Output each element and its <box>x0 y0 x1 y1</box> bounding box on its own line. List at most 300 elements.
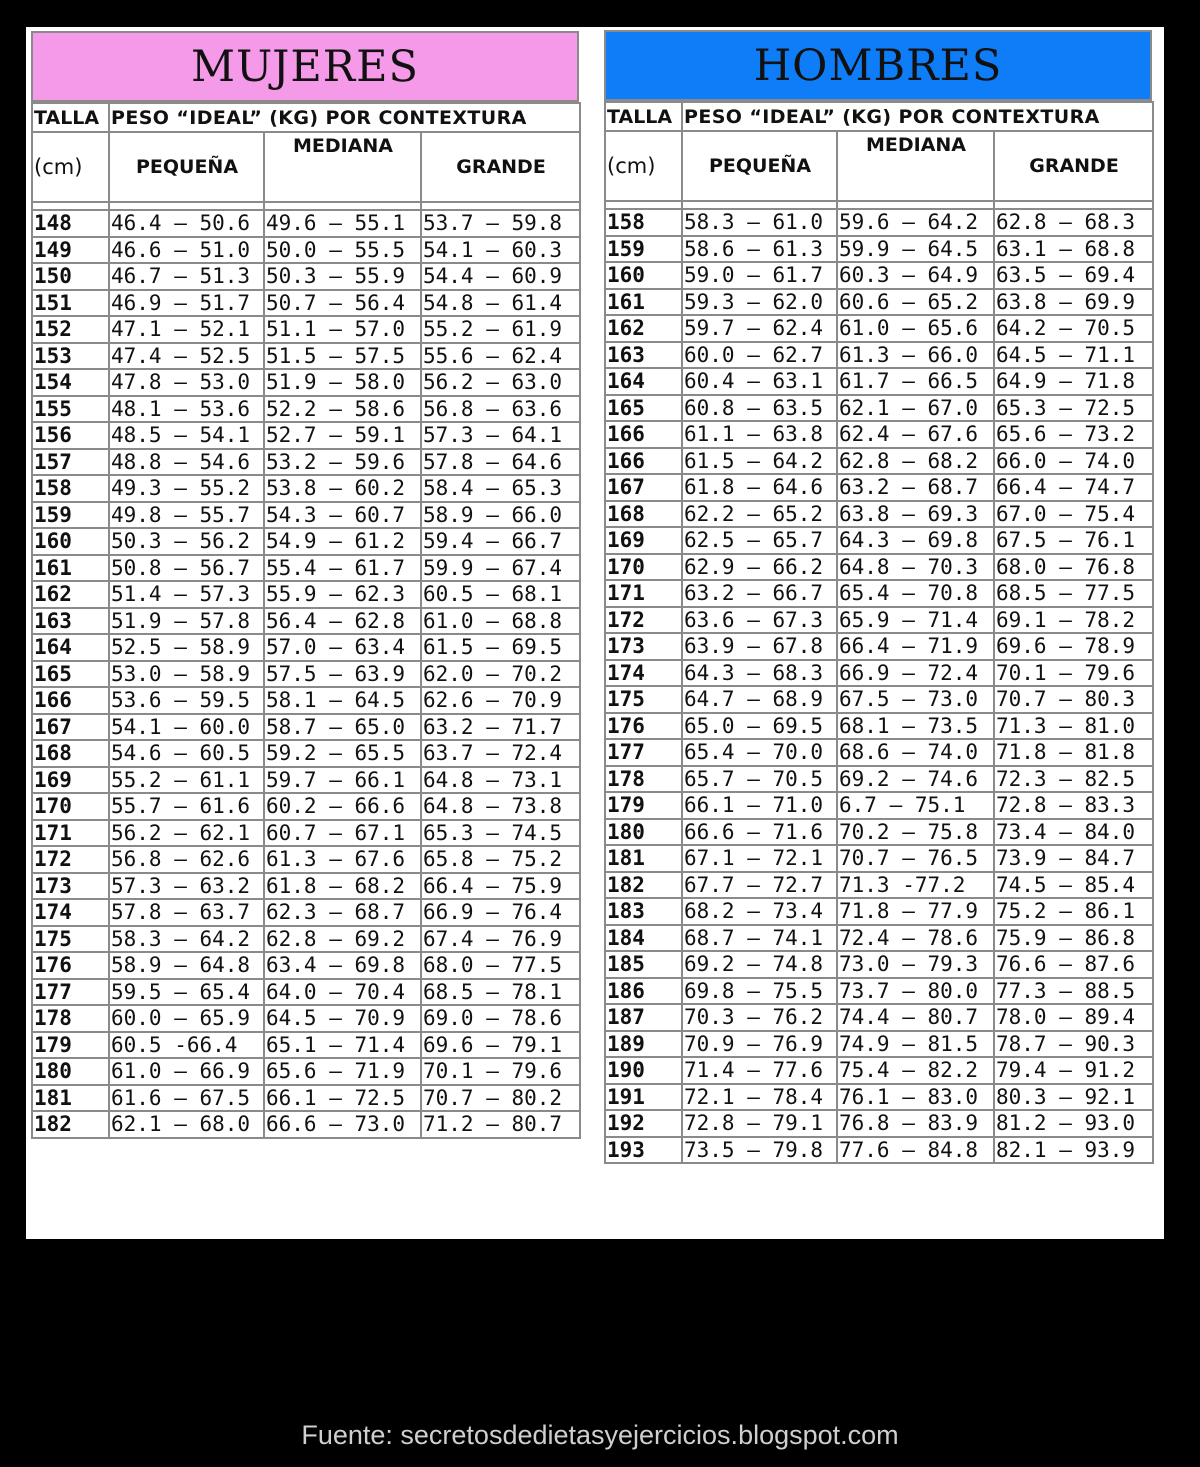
mujeres-row <box>32 581 580 608</box>
hombres-cell-talla: 175 <box>605 686 682 713</box>
hombres-cell-large: 81.2 – 93.0 <box>994 1110 1153 1137</box>
hombres-row <box>605 342 1153 369</box>
mujeres-cell-large: 54.1 – 60.3 <box>421 237 580 264</box>
mujeres-title: MUJERES <box>31 31 579 102</box>
hombres-row <box>605 845 1153 872</box>
hombres-cell-medium: 75.4 – 82.2 <box>837 1057 994 1084</box>
hombres-cell-small: 59.3 – 62.0 <box>682 289 837 316</box>
mujeres-cell-large: 67.4 – 76.9 <box>421 926 580 953</box>
hombres-cell-large: 71.8 – 81.8 <box>994 739 1153 766</box>
mujeres-cell-medium: 55.4 – 61.7 <box>264 555 421 582</box>
mujeres-chart <box>31 31 579 1139</box>
mujeres-cell-small: 52.5 – 58.9 <box>109 634 264 661</box>
mujeres-cell-medium: 54.9 – 61.2 <box>264 528 421 555</box>
hombres-row <box>605 633 1153 660</box>
mujeres-row <box>32 979 580 1006</box>
hombres-cell-large: 63.5 – 69.4 <box>994 262 1153 289</box>
mujeres-row <box>32 449 580 476</box>
hombres-cell-large: 67.0 – 75.4 <box>994 501 1153 528</box>
mujeres-cell-medium: 56.4 – 62.8 <box>264 608 421 635</box>
hombres-cell-large: 73.9 – 84.7 <box>994 845 1153 872</box>
mujeres-cell-small: 62.1 – 68.0 <box>109 1111 264 1138</box>
hombres-cell-talla: 170 <box>605 554 682 581</box>
mujeres-cell-large: 55.6 – 62.4 <box>421 343 580 370</box>
mujeres-cell-large: 65.8 – 75.2 <box>421 846 580 873</box>
hombres-cell-medium: 63.2 – 68.7 <box>837 474 994 501</box>
hombres-cell-small: 61.8 – 64.6 <box>682 474 837 501</box>
mujeres-cell-small: 61.6 – 67.5 <box>109 1085 264 1112</box>
mujeres-cell-medium: 53.8 – 60.2 <box>264 475 421 502</box>
hombres-cell-medium: 69.2 – 74.6 <box>837 766 994 793</box>
hombres-cell-large: 64.9 – 71.8 <box>994 368 1153 395</box>
mujeres-cell-medium: 59.2 – 65.5 <box>264 740 421 767</box>
hombres-cell-medium: 74.9 – 81.5 <box>837 1031 994 1058</box>
hombres-cell-medium: 62.8 – 68.2 <box>837 448 994 475</box>
hombres-row <box>605 289 1153 316</box>
mujeres-cell-medium: 53.2 – 59.6 <box>264 449 421 476</box>
mujeres-cell-talla: 158 <box>32 475 109 502</box>
hombres-row <box>605 951 1153 978</box>
hombres-cell-small: 60.4 – 63.1 <box>682 368 837 395</box>
mujeres-cell-talla: 175 <box>32 926 109 953</box>
mujeres-cell-large: 62.6 – 70.9 <box>421 687 580 714</box>
hombres-cell-medium: 76.8 – 83.9 <box>837 1110 994 1137</box>
hombres-row <box>605 395 1153 422</box>
mujeres-col-cm: (cm) <box>32 132 109 202</box>
hombres-cell-large: 62.8 – 68.3 <box>994 209 1153 236</box>
mujeres-row <box>32 396 580 423</box>
mujeres-row <box>32 237 580 264</box>
hombres-cell-medium: 70.2 – 75.8 <box>837 819 994 846</box>
hombres-cell-talla: 164 <box>605 368 682 395</box>
hombres-cell-small: 58.3 – 61.0 <box>682 209 837 236</box>
hombres-cell-medium: 61.3 – 66.0 <box>837 342 994 369</box>
mujeres-cell-talla: 177 <box>32 979 109 1006</box>
mujeres-col-medium: MEDIANA <box>264 132 421 202</box>
mujeres-cell-medium: 51.1 – 57.0 <box>264 316 421 343</box>
hombres-cell-small: 68.2 – 73.4 <box>682 898 837 925</box>
hombres-cell-talla: 185 <box>605 951 682 978</box>
mujeres-cell-small: 47.8 – 53.0 <box>109 369 264 396</box>
hombres-cell-large: 66.4 – 74.7 <box>994 474 1153 501</box>
mujeres-cell-talla: 160 <box>32 528 109 555</box>
hombres-cell-small: 64.7 – 68.9 <box>682 686 837 713</box>
hombres-cell-talla: 182 <box>605 872 682 899</box>
hombres-cell-small: 62.2 – 65.2 <box>682 501 837 528</box>
hombres-cell-medium: 62.1 – 67.0 <box>837 395 994 422</box>
mujeres-cell-small: 46.9 – 51.7 <box>109 290 264 317</box>
mujeres-cell-medium: 66.1 – 72.5 <box>264 1085 421 1112</box>
hombres-cell-large: 69.1 – 78.2 <box>994 607 1153 634</box>
hombres-cell-talla: 190 <box>605 1057 682 1084</box>
mujeres-cell-talla: 170 <box>32 793 109 820</box>
mujeres-cell-large: 66.4 – 75.9 <box>421 873 580 900</box>
hombres-cell-small: 69.2 – 74.8 <box>682 951 837 978</box>
hombres-row <box>605 660 1153 687</box>
mujeres-cell-talla: 180 <box>32 1058 109 1085</box>
hombres-cell-large: 73.4 – 84.0 <box>994 819 1153 846</box>
mujeres-row <box>32 793 580 820</box>
mujeres-cell-small: 55.2 – 61.1 <box>109 767 264 794</box>
mujeres-cell-small: 54.6 – 60.5 <box>109 740 264 767</box>
hombres-col-cm: (cm) <box>605 131 682 201</box>
mujeres-table <box>31 102 581 1139</box>
hombres-title: HOMBRES <box>604 30 1152 101</box>
hombres-cell-talla: 174 <box>605 660 682 687</box>
hombres-row <box>605 262 1153 289</box>
mujeres-cell-large: 59.9 – 67.4 <box>421 555 580 582</box>
mujeres-row <box>32 820 580 847</box>
mujeres-cell-medium: 61.3 – 67.6 <box>264 846 421 873</box>
mujeres-cell-medium: 59.7 – 66.1 <box>264 767 421 794</box>
hombres-cell-medium: 60.6 – 65.2 <box>837 289 994 316</box>
hombres-cell-small: 70.3 – 76.2 <box>682 1004 837 1031</box>
mujeres-cell-talla: 171 <box>32 820 109 847</box>
mujeres-cell-large: 54.4 – 60.9 <box>421 263 580 290</box>
hombres-rows <box>605 201 1153 1163</box>
mujeres-cell-small: 48.1 – 53.6 <box>109 396 264 423</box>
hombres-cell-large: 70.7 – 80.3 <box>994 686 1153 713</box>
hombres-row <box>605 474 1153 501</box>
mujeres-row <box>32 263 580 290</box>
mujeres-cell-small: 53.0 – 58.9 <box>109 661 264 688</box>
hombres-row <box>605 554 1153 581</box>
hombres-cell-large: 74.5 – 85.4 <box>994 872 1153 899</box>
hombres-cell-small: 59.0 – 61.7 <box>682 262 837 289</box>
mujeres-col-peso: PESO “IDEAL” (KG) POR CONTEXTURA <box>109 103 580 132</box>
mujeres-cell-small: 59.5 – 65.4 <box>109 979 264 1006</box>
mujeres-cell-small: 53.6 – 59.5 <box>109 687 264 714</box>
mujeres-cell-talla: 166 <box>32 687 109 714</box>
hombres-cell-medium: 62.4 – 67.6 <box>837 421 994 448</box>
hombres-cell-large: 77.3 – 88.5 <box>994 978 1153 1005</box>
mujeres-cell-small: 46.7 – 51.3 <box>109 263 264 290</box>
mujeres-row <box>32 422 580 449</box>
mujeres-cell-talla: 167 <box>32 714 109 741</box>
mujeres-cell-large: 63.2 – 71.7 <box>421 714 580 741</box>
hombres-cell-small: 72.8 – 79.1 <box>682 1110 837 1137</box>
hombres-cell-large: 78.7 – 90.3 <box>994 1031 1153 1058</box>
mujeres-cell-small: 58.3 – 64.2 <box>109 926 264 953</box>
hombres-cell-medium: 71.3 -77.2 <box>837 872 994 899</box>
mujeres-row <box>32 316 580 343</box>
hombres-row <box>605 236 1153 263</box>
mujeres-cell-medium: 51.9 – 58.0 <box>264 369 421 396</box>
mujeres-row <box>32 502 580 529</box>
mujeres-row <box>32 1111 580 1138</box>
mujeres-cell-talla: 157 <box>32 449 109 476</box>
hombres-cell-talla: 177 <box>605 739 682 766</box>
mujeres-cell-medium: 65.6 – 71.9 <box>264 1058 421 1085</box>
hombres-cell-talla: 186 <box>605 978 682 1005</box>
hombres-cell-large: 67.5 – 76.1 <box>994 527 1153 554</box>
mujeres-cell-medium: 52.2 – 58.6 <box>264 396 421 423</box>
mujeres-row <box>32 634 580 661</box>
mujeres-cell-medium: 57.0 – 63.4 <box>264 634 421 661</box>
mujeres-cell-talla: 165 <box>32 661 109 688</box>
hombres-cell-small: 65.4 – 70.0 <box>682 739 837 766</box>
hombres-cell-large: 66.0 – 74.0 <box>994 448 1153 475</box>
hombres-row <box>605 421 1153 448</box>
mujeres-cell-medium: 62.3 – 68.7 <box>264 899 421 926</box>
hombres-cell-talla: 171 <box>605 580 682 607</box>
hombres-cell-talla: 178 <box>605 766 682 793</box>
hombres-cell-small: 63.9 – 67.8 <box>682 633 837 660</box>
hombres-row <box>605 1004 1153 1031</box>
hombres-cell-large: 72.3 – 82.5 <box>994 766 1153 793</box>
hombres-cell-medium: 61.0 – 65.6 <box>837 315 994 342</box>
mujeres-cell-small: 60.5 -66.4 <box>109 1032 264 1059</box>
mujeres-cell-large: 68.0 – 77.5 <box>421 952 580 979</box>
mujeres-cell-large: 53.7 – 59.8 <box>421 210 580 237</box>
mujeres-cell-medium: 63.4 – 69.8 <box>264 952 421 979</box>
mujeres-cell-talla: 152 <box>32 316 109 343</box>
hombres-cell-large: 65.3 – 72.5 <box>994 395 1153 422</box>
hombres-cell-talla: 193 <box>605 1137 682 1164</box>
hombres-row <box>605 580 1153 607</box>
mujeres-row <box>32 608 580 635</box>
mujeres-cell-small: 48.8 – 54.6 <box>109 449 264 476</box>
hombres-cell-large: 75.2 – 86.1 <box>994 898 1153 925</box>
mujeres-cell-small: 51.4 – 57.3 <box>109 581 264 608</box>
hombres-cell-talla: 160 <box>605 262 682 289</box>
hombres-cell-talla: 161 <box>605 289 682 316</box>
mujeres-cell-small: 50.8 – 56.7 <box>109 555 264 582</box>
mujeres-cell-large: 70.1 – 79.6 <box>421 1058 580 1085</box>
mujeres-row <box>32 369 580 396</box>
mujeres-cell-talla: 161 <box>32 555 109 582</box>
mujeres-row <box>32 1085 580 1112</box>
hombres-row <box>605 1110 1153 1137</box>
hombres-cell-medium: 65.9 – 71.4 <box>837 607 994 634</box>
hombres-cell-medium: 68.1 – 73.5 <box>837 713 994 740</box>
hombres-cell-small: 65.0 – 69.5 <box>682 713 837 740</box>
hombres-cell-medium: 71.8 – 77.9 <box>837 898 994 925</box>
hombres-row <box>605 448 1153 475</box>
mujeres-cell-medium: 66.6 – 73.0 <box>264 1111 421 1138</box>
mujeres-cell-talla: 172 <box>32 846 109 873</box>
hombres-cell-large: 69.6 – 78.9 <box>994 633 1153 660</box>
hombres-row <box>605 368 1153 395</box>
mujeres-row <box>32 475 580 502</box>
mujeres-cell-talla: 174 <box>32 899 109 926</box>
mujeres-cell-large: 69.0 – 78.6 <box>421 1005 580 1032</box>
mujeres-cell-medium: 60.7 – 67.1 <box>264 820 421 847</box>
hombres-cell-medium: 68.6 – 74.0 <box>837 739 994 766</box>
mujeres-cell-small: 49.8 – 55.7 <box>109 502 264 529</box>
mujeres-cell-large: 61.5 – 69.5 <box>421 634 580 661</box>
mujeres-cell-small: 57.8 – 63.7 <box>109 899 264 926</box>
mujeres-cell-large: 57.8 – 64.6 <box>421 449 580 476</box>
mujeres-cell-small: 54.1 – 60.0 <box>109 714 264 741</box>
hombres-row <box>605 501 1153 528</box>
mujeres-cell-large: 60.5 – 68.1 <box>421 581 580 608</box>
mujeres-cell-talla: 154 <box>32 369 109 396</box>
hombres-cell-small: 63.2 – 66.7 <box>682 580 837 607</box>
hombres-cell-medium: 74.4 – 80.7 <box>837 1004 994 1031</box>
hombres-cell-talla: 169 <box>605 527 682 554</box>
mujeres-col-large: GRANDE <box>421 132 580 202</box>
hombres-cell-large: 79.4 – 91.2 <box>994 1057 1153 1084</box>
hombres-cell-talla: 179 <box>605 792 682 819</box>
hombres-cell-talla: 192 <box>605 1110 682 1137</box>
hombres-cell-talla: 187 <box>605 1004 682 1031</box>
mujeres-cell-talla: 148 <box>32 210 109 237</box>
hombres-cell-medium: 64.8 – 70.3 <box>837 554 994 581</box>
hombres-row <box>605 766 1153 793</box>
mujeres-cell-small: 50.3 – 56.2 <box>109 528 264 555</box>
mujeres-cell-talla: 155 <box>32 396 109 423</box>
hombres-cell-small: 72.1 – 78.4 <box>682 1084 837 1111</box>
mujeres-cell-small: 58.9 – 64.8 <box>109 952 264 979</box>
mujeres-cell-large: 58.4 – 65.3 <box>421 475 580 502</box>
mujeres-row <box>32 846 580 873</box>
mujeres-cell-talla: 168 <box>32 740 109 767</box>
hombres-cell-talla: 189 <box>605 1031 682 1058</box>
hombres-cell-small: 61.1 – 63.8 <box>682 421 837 448</box>
mujeres-cell-large: 57.3 – 64.1 <box>421 422 580 449</box>
hombres-col-large: GRANDE <box>994 131 1153 201</box>
hombres-cell-small: 67.1 – 72.1 <box>682 845 837 872</box>
hombres-cell-medium: 66.9 – 72.4 <box>837 660 994 687</box>
hombres-row <box>605 607 1153 634</box>
hombres-cell-large: 75.9 – 86.8 <box>994 925 1153 952</box>
hombres-cell-medium: 63.8 – 69.3 <box>837 501 994 528</box>
hombres-cell-small: 61.5 – 64.2 <box>682 448 837 475</box>
hombres-cell-medium: 77.6 – 84.8 <box>837 1137 994 1164</box>
hombres-row <box>605 819 1153 846</box>
hombres-cell-large: 68.0 – 76.8 <box>994 554 1153 581</box>
mujeres-row <box>32 210 580 237</box>
hombres-cell-medium: 59.6 – 64.2 <box>837 209 994 236</box>
hombres-row <box>605 925 1153 952</box>
mujeres-row <box>32 926 580 953</box>
hombres-cell-talla: 162 <box>605 315 682 342</box>
hombres-cell-talla: 166 <box>605 448 682 475</box>
hombres-row <box>605 792 1153 819</box>
hombres-cell-talla: 181 <box>605 845 682 872</box>
mujeres-cell-large: 59.4 – 66.7 <box>421 528 580 555</box>
mujeres-cell-large: 63.7 – 72.4 <box>421 740 580 767</box>
hombres-cell-talla: 166 <box>605 421 682 448</box>
mujeres-cell-large: 54.8 – 61.4 <box>421 290 580 317</box>
mujeres-row <box>32 1058 580 1085</box>
mujeres-col-talla: TALLA <box>32 103 109 132</box>
hombres-cell-medium: 76.1 – 83.0 <box>837 1084 994 1111</box>
mujeres-cell-talla: 149 <box>32 237 109 264</box>
mujeres-cell-medium: 50.0 – 55.5 <box>264 237 421 264</box>
mujeres-cell-medium: 64.5 – 70.9 <box>264 1005 421 1032</box>
mujeres-cell-talla: 179 <box>32 1032 109 1059</box>
mujeres-cell-medium: 50.3 – 55.9 <box>264 263 421 290</box>
chart-panel <box>26 27 1164 1239</box>
mujeres-row <box>32 1005 580 1032</box>
mujeres-cell-talla: 150 <box>32 263 109 290</box>
mujeres-cell-small: 48.5 – 54.1 <box>109 422 264 449</box>
mujeres-cell-medium: 54.3 – 60.7 <box>264 502 421 529</box>
hombres-cell-medium: 73.0 – 79.3 <box>837 951 994 978</box>
mujeres-cell-large: 56.8 – 63.6 <box>421 396 580 423</box>
hombres-col-medium: MEDIANA <box>837 131 994 201</box>
mujeres-cell-medium: 58.7 – 65.0 <box>264 714 421 741</box>
mujeres-cell-talla: 173 <box>32 873 109 900</box>
mujeres-row <box>32 714 580 741</box>
mujeres-cell-small: 47.1 – 52.1 <box>109 316 264 343</box>
mujeres-cell-large: 64.8 – 73.8 <box>421 793 580 820</box>
mujeres-cell-talla: 162 <box>32 581 109 608</box>
hombres-col-talla: TALLA <box>605 102 682 131</box>
hombres-row <box>605 1084 1153 1111</box>
hombres-cell-talla: 159 <box>605 236 682 263</box>
mujeres-cell-medium: 64.0 – 70.4 <box>264 979 421 1006</box>
mujeres-cell-talla: 153 <box>32 343 109 370</box>
hombres-cell-medium: 6.7 – 75.1 <box>837 792 994 819</box>
hombres-cell-small: 69.8 – 75.5 <box>682 978 837 1005</box>
mujeres-row <box>32 555 580 582</box>
hombres-cell-talla: 167 <box>605 474 682 501</box>
mujeres-col-small: PEQUEÑA <box>109 132 264 202</box>
hombres-cell-large: 72.8 – 83.3 <box>994 792 1153 819</box>
hombres-cell-talla: 172 <box>605 607 682 634</box>
mujeres-row <box>32 1032 580 1059</box>
hombres-cell-small: 62.5 – 65.7 <box>682 527 837 554</box>
mujeres-row <box>32 767 580 794</box>
hombres-cell-large: 71.3 – 81.0 <box>994 713 1153 740</box>
hombres-row <box>605 527 1153 554</box>
hombres-row <box>605 315 1153 342</box>
mujeres-cell-small: 49.3 – 55.2 <box>109 475 264 502</box>
mujeres-cell-large: 62.0 – 70.2 <box>421 661 580 688</box>
mujeres-rows <box>32 202 580 1138</box>
mujeres-cell-medium: 60.2 – 66.6 <box>264 793 421 820</box>
hombres-cell-talla: 191 <box>605 1084 682 1111</box>
hombres-cell-large: 70.1 – 79.6 <box>994 660 1153 687</box>
hombres-cell-small: 63.6 – 67.3 <box>682 607 837 634</box>
mujeres-cell-small: 47.4 – 52.5 <box>109 343 264 370</box>
hombres-cell-large: 80.3 – 92.1 <box>994 1084 1153 1111</box>
mujeres-row <box>32 661 580 688</box>
mujeres-row <box>32 740 580 767</box>
hombres-cell-large: 76.6 – 87.6 <box>994 951 1153 978</box>
hombres-row <box>605 872 1153 899</box>
mujeres-cell-large: 65.3 – 74.5 <box>421 820 580 847</box>
mujeres-cell-small: 46.6 – 51.0 <box>109 237 264 264</box>
mujeres-cell-medium: 52.7 – 59.1 <box>264 422 421 449</box>
hombres-row <box>605 1031 1153 1058</box>
hombres-cell-talla: 184 <box>605 925 682 952</box>
mujeres-row <box>32 687 580 714</box>
hombres-cell-small: 68.7 – 74.1 <box>682 925 837 952</box>
hombres-chart <box>604 30 1152 1164</box>
mujeres-cell-talla: 181 <box>32 1085 109 1112</box>
hombres-cell-large: 63.1 – 68.8 <box>994 236 1153 263</box>
mujeres-cell-large: 56.2 – 63.0 <box>421 369 580 396</box>
mujeres-cell-large: 55.2 – 61.9 <box>421 316 580 343</box>
hombres-row <box>605 209 1153 236</box>
hombres-cell-large: 68.5 – 77.5 <box>994 580 1153 607</box>
mujeres-cell-medium: 65.1 – 71.4 <box>264 1032 421 1059</box>
mujeres-cell-medium: 62.8 – 69.2 <box>264 926 421 953</box>
mujeres-cell-large: 64.8 – 73.1 <box>421 767 580 794</box>
hombres-row <box>605 898 1153 925</box>
mujeres-cell-medium: 57.5 – 63.9 <box>264 661 421 688</box>
mujeres-cell-small: 56.8 – 62.6 <box>109 846 264 873</box>
hombres-cell-talla: 168 <box>605 501 682 528</box>
mujeres-cell-talla: 182 <box>32 1111 109 1138</box>
mujeres-cell-small: 57.3 – 63.2 <box>109 873 264 900</box>
hombres-cell-small: 67.7 – 72.7 <box>682 872 837 899</box>
mujeres-cell-talla: 159 <box>32 502 109 529</box>
